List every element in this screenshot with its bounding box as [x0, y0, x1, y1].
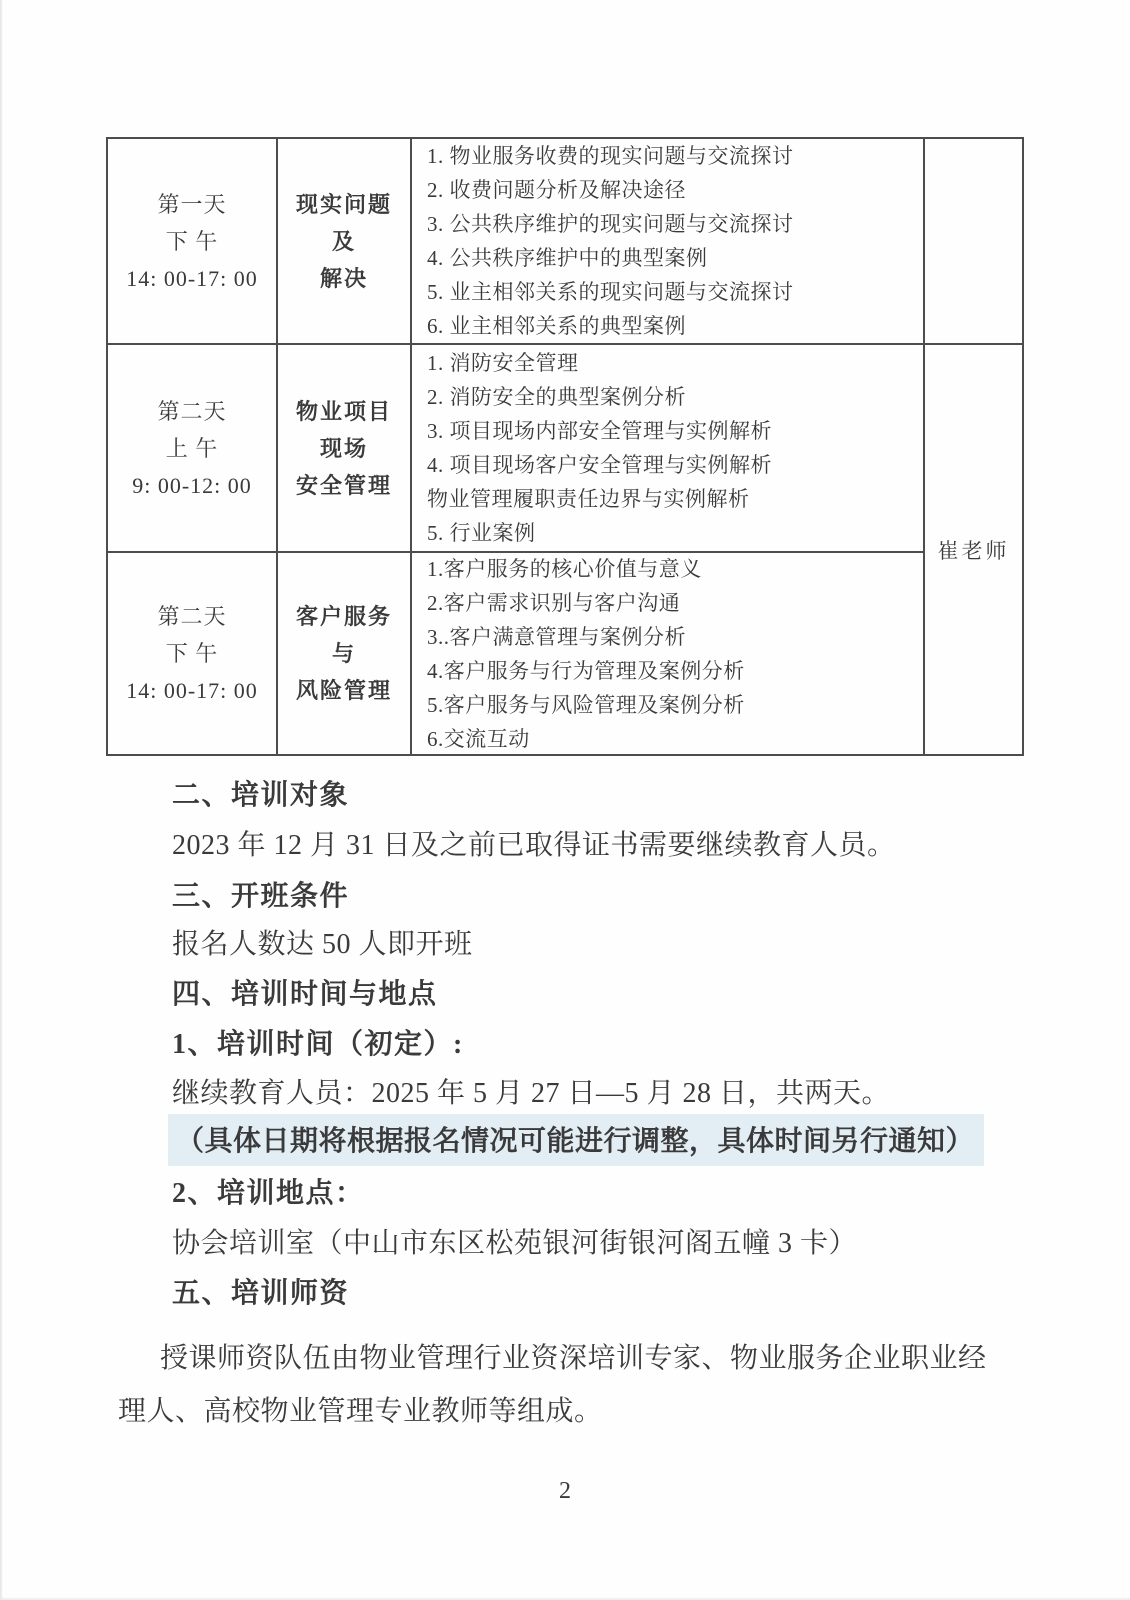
topic-cell-row1 [278, 139, 412, 345]
section-body-training-place: 协会培训室（中山市东区松苑银河街银河阁五幢 3 卡） [172, 1228, 858, 1259]
teacher-cell-row1-empty [925, 139, 1022, 345]
section-body-class-condition: 报名人数达 50 人即开班 [172, 929, 473, 960]
content-cell-row1 [412, 139, 925, 345]
section-body-trainers-line1: 授课师资队伍由物业管理行业资深培训专家、物业服务企业职业经 [160, 1343, 987, 1374]
time-line: 第二天 [157, 398, 227, 424]
content-item: 6.交流互动 [427, 726, 530, 751]
time-line: 下 午 [165, 228, 219, 254]
content-item: 1. 消防安全管理 [427, 351, 579, 375]
content-item: 1. 物业服务收费的现实问题与交流探讨 [427, 144, 794, 168]
content-item: 4. 公共秩序维护中的典型案例 [427, 246, 708, 270]
time-cell-day2-pm [108, 553, 278, 754]
subsection-heading-training-time: 1、培训时间（初定）: [172, 1029, 464, 1060]
content-item: 5.客户服务与风险管理及案例分析 [427, 692, 745, 717]
teacher-cell-merged [925, 345, 1022, 754]
time-line: 14: 00-17: 00 [126, 265, 258, 291]
content-item: 3..客户满意管理与案例分析 [427, 624, 686, 649]
time-line: 第一天 [157, 191, 227, 217]
topic-line: 解决 [319, 265, 368, 291]
time-cell-day1-pm [108, 139, 278, 345]
topic-line: 现场 [319, 435, 368, 461]
time-line: 14: 00-17: 00 [126, 678, 258, 703]
schedule-adjustment-note [168, 1114, 984, 1166]
topic-line: 现实问题 [295, 191, 392, 217]
topic-line: 客户服务 [295, 604, 392, 629]
topic-line: 风险管理 [295, 678, 392, 703]
content-item: 物业管理履职责任边界与实例解析 [427, 487, 750, 511]
content-item: 6. 业主相邻关系的典型案例 [427, 314, 686, 338]
section-body-training-target: 2023 年 12 月 31 日及之前已取得证书需要继续教育人员。 [172, 830, 896, 861]
topic-cell-row3 [278, 553, 412, 754]
section-heading-trainers: 五、培训师资 [172, 1278, 350, 1309]
page-number: 2 [559, 1478, 571, 1504]
section-heading-time-place: 四、培训时间与地点 [172, 979, 438, 1010]
time-line: 第二天 [157, 604, 227, 629]
topic-line: 安全管理 [295, 472, 392, 498]
content-item: 5. 业主相邻关系的现实问题与交流探讨 [427, 280, 794, 304]
content-cell-row2 [412, 345, 925, 553]
time-line: 上 午 [165, 435, 219, 461]
topic-line: 与 [331, 641, 356, 666]
topic-cell-row2 [278, 345, 412, 553]
time-cell-day2-am [108, 345, 278, 553]
content-item: 1.客户服务的核心价值与意义 [427, 556, 702, 581]
content-item: 3. 项目现场内部安全管理与实例解析 [427, 419, 772, 443]
content-item: 2.客户需求识别与客户沟通 [427, 590, 681, 615]
content-item: 4.客户服务与行为管理及案例分析 [427, 658, 745, 683]
content-item: 5. 行业案例 [427, 521, 536, 545]
content-item: 3. 公共秩序维护的现实问题与交流探讨 [427, 212, 794, 236]
training-schedule-table [106, 137, 1024, 756]
section-heading-class-condition: 三、开班条件 [172, 881, 350, 912]
topic-line: 及 [331, 228, 356, 254]
content-item: 2. 收费问题分析及解决途径 [427, 178, 686, 202]
note-highlight: （具体日期将根据报名情况可能进行调整，具体时间另行通知） [168, 1114, 984, 1166]
time-line: 下 午 [165, 641, 219, 666]
content-item: 2. 消防安全的典型案例分析 [427, 385, 686, 409]
section-body-trainers-line2: 理人、高校物业管理专业教师等组成。 [118, 1396, 603, 1427]
subsection-heading-training-place: 2、培训地点： [172, 1178, 365, 1209]
section-body-training-time: 继续教育人员：2025 年 5 月 27 日—5 月 28 日，共两天。 [172, 1078, 891, 1109]
teacher-name: 崔老师 [937, 538, 1010, 563]
topic-line: 物业项目 [295, 398, 392, 424]
time-line: 9: 00-12: 00 [132, 472, 252, 498]
content-item: 4. 项目现场客户安全管理与实例解析 [427, 453, 772, 477]
content-cell-row3 [412, 553, 925, 754]
section-heading-training-target: 二、培训对象 [172, 780, 350, 811]
